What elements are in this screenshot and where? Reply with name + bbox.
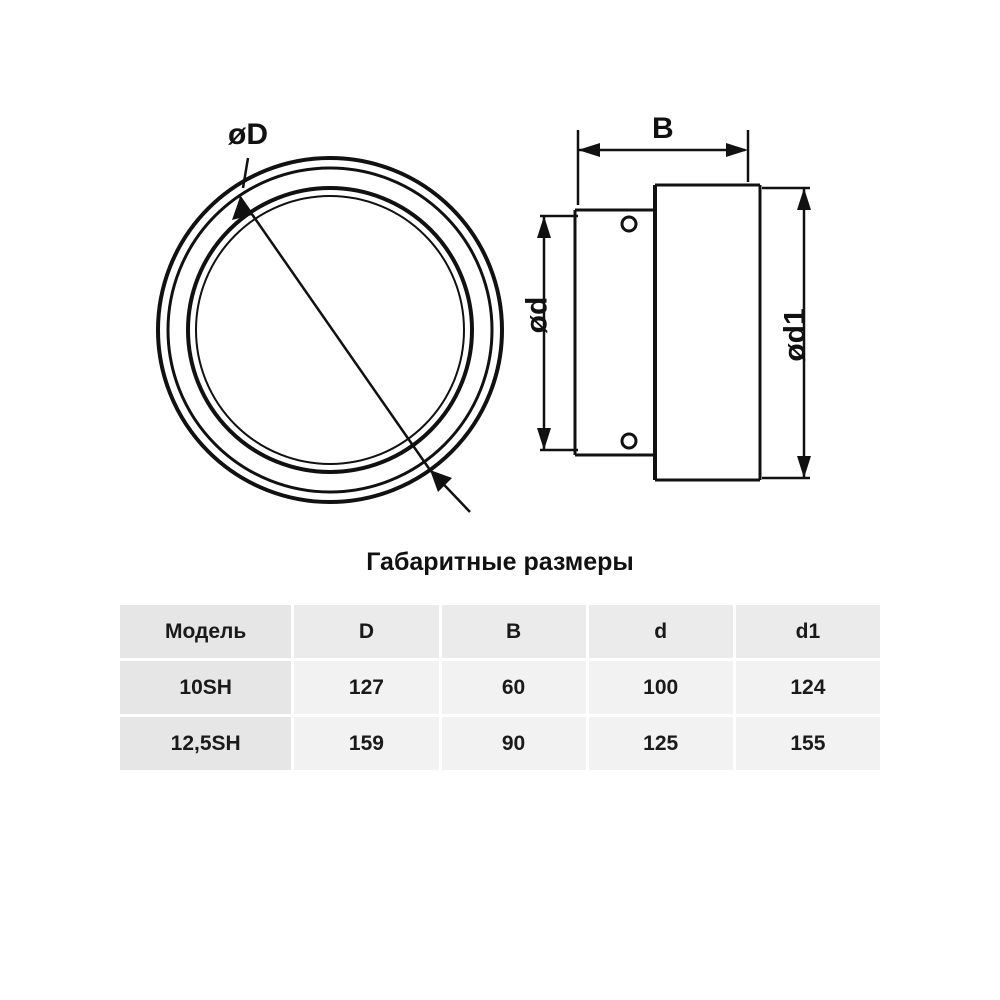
table-header-row — [120, 605, 880, 658]
flange-outer-circle-inner-edge — [168, 168, 492, 492]
cell-D: 127 — [294, 658, 438, 714]
table-row — [120, 714, 880, 770]
dim-arrow-d-bottom — [537, 428, 551, 450]
dimension-label-B: B — [652, 112, 674, 145]
dim-arrow-d-top — [537, 216, 551, 238]
screw-hole-top — [622, 217, 636, 231]
column-header-D: D — [294, 605, 438, 658]
dim-arrow-d1-bottom — [797, 456, 811, 478]
cell-d1: 124 — [736, 658, 880, 714]
cell-B: 60 — [442, 658, 586, 714]
cell-model: 10SH — [120, 658, 291, 714]
table-row — [120, 658, 880, 714]
dim-arrow-d1-top — [797, 188, 811, 210]
column-header-d: d — [589, 605, 733, 658]
cell-model: 12,5SH — [120, 714, 291, 770]
flange-bore-circle-inner — [196, 196, 464, 464]
dim-arrow-B-right — [726, 143, 748, 157]
label-leader-D — [243, 158, 248, 188]
table-title: Габаритные размеры — [366, 548, 634, 576]
dimension-label-D: øD — [228, 118, 268, 151]
dimension-label-d1: ød1 — [778, 308, 812, 362]
cell-D: 159 — [294, 714, 438, 770]
column-header-d1: d1 — [736, 605, 880, 658]
flange-outer-circle — [158, 158, 502, 502]
cell-d1: 155 — [736, 714, 880, 770]
diameter-leader-line — [240, 197, 430, 470]
column-header-B: B — [442, 605, 586, 658]
dimensions-table — [117, 605, 883, 770]
cell-B: 90 — [442, 714, 586, 770]
dimension-label-d: ød — [520, 296, 554, 334]
screw-hole-bottom — [622, 434, 636, 448]
cell-d: 125 — [589, 714, 733, 770]
flange-bore-circle — [188, 188, 472, 472]
column-header-model: Модель — [120, 605, 291, 658]
dim-arrow-B-left — [578, 143, 600, 157]
cell-d: 100 — [589, 658, 733, 714]
